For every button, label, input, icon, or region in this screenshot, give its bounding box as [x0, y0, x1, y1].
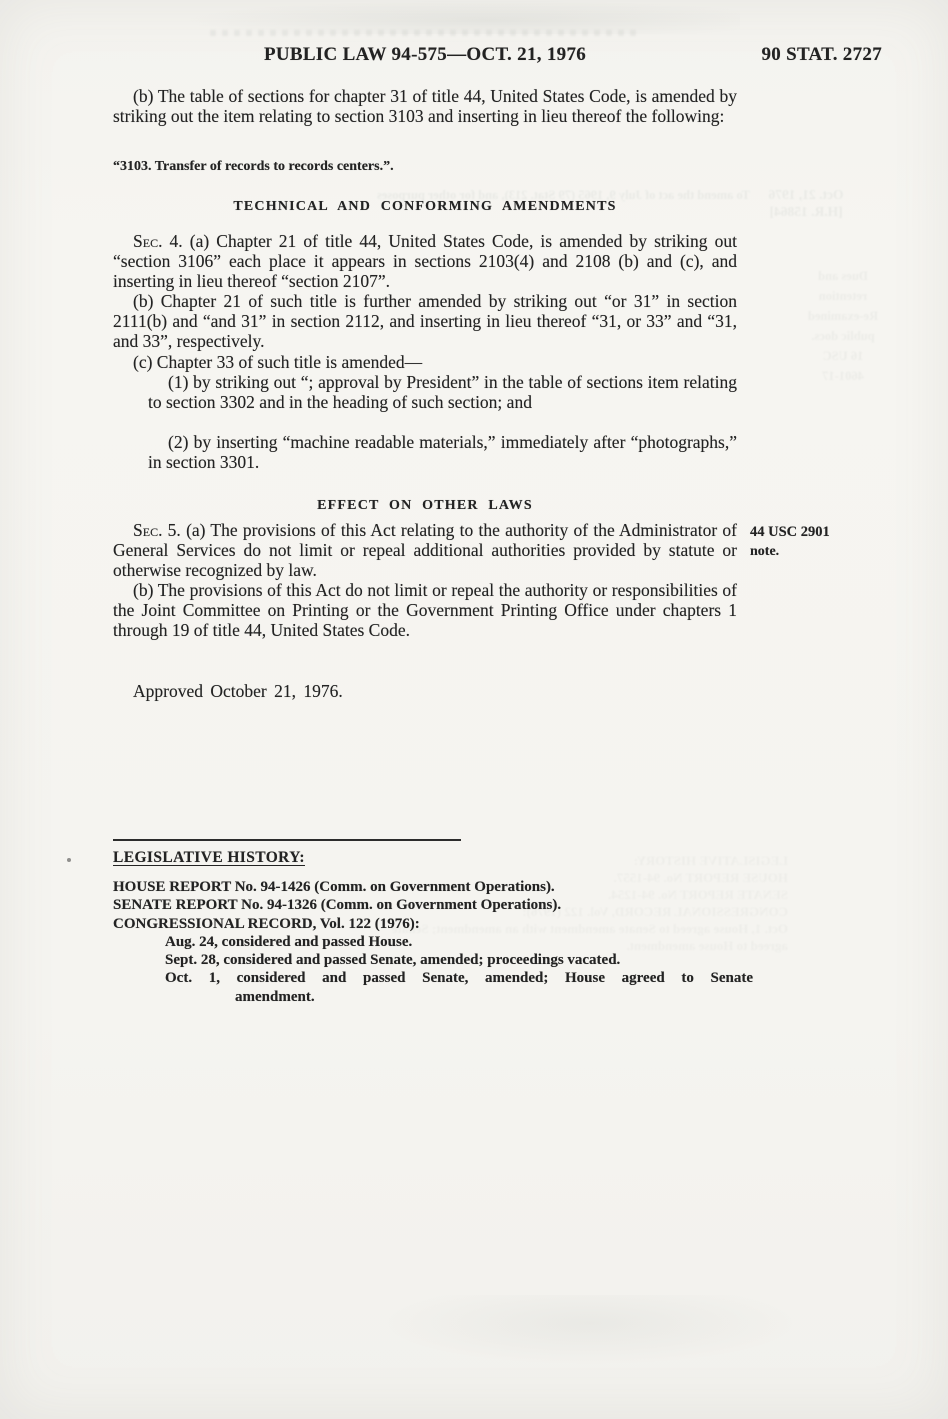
record-entry-aug: Aug. 24, considered and passed House.	[165, 933, 413, 950]
bleed-through-line: HOUSE REPORT No. 94-1557.	[613, 870, 788, 885]
record-entry-oct-line2: amendment.	[235, 988, 315, 1005]
bleed-through-line: Oct. 21, 1976	[768, 187, 844, 202]
legislative-history-block	[113, 878, 753, 1006]
paragraph-sec4b: (b) Chapter 21 of such title is further amended by striking out “or 31” in section 2111(b) and “and 31” in section 2112, and inserting in lieu thereof “31, or 33” and “31, and 33”, respectively.	[113, 291, 737, 352]
scan-smudge-top	[180, 0, 740, 34]
bleed-through-line: Re-examined	[807, 309, 879, 323]
legislative-history-heading: LEGISLATIVE HISTORY:	[113, 849, 305, 866]
paragraph-sec4c: (c) Chapter 33 of such title is amended—	[133, 352, 423, 372]
section-heading-effect: EFFECT ON OTHER LAWS	[317, 498, 533, 513]
bleed-through-line: Dues and	[818, 269, 868, 283]
congressional-record-line: CONGRESSIONAL RECORD, Vol. 122 (1976):	[113, 915, 420, 932]
paragraph-sec5a	[113, 520, 737, 581]
bleed-through-line: CONGRESSIONAL RECORD, Vol. 122 (1976):	[522, 904, 788, 919]
bleed-through-artifact	[726, 186, 886, 220]
margin-note-usc	[750, 523, 900, 561]
bleed-through-line: Oct. 1, House agreed to Senate amendment with an amendment; Senate agreed to House amendment.	[391, 921, 788, 953]
scan-smudge-topline	[210, 30, 640, 36]
bleed-through-line: retention	[818, 289, 868, 303]
statute-page-number: 90 STAT. 2727	[761, 44, 882, 65]
record-entry-oct	[113, 969, 753, 1006]
legislative-history-rule	[113, 839, 461, 841]
paragraph-sec4a	[113, 231, 737, 292]
bleed-through-line: LEGISLATIVE HISTORY:	[633, 853, 788, 868]
paragraph-sec3b: (b) The table of sections for chapter 31 of title 44, United States Code, is amended by striking out the item relating to section 3103 and inserting in lieu thereof the following:	[113, 86, 737, 127]
bleed-through-line: 4601-17	[822, 369, 864, 383]
approved-line: Approved October 21, 1976.	[133, 681, 343, 701]
bleed-through-artifact: To amend the act of July 9, 1965 (79 Stat. 213), and for other purposes	[376, 188, 750, 202]
scan-speck	[67, 858, 71, 862]
sec-label: Sec. 5.	[133, 520, 181, 540]
paragraph-sec4c1: (1) by striking out “; approval by President” in the table of sections item relating to section 3302 and in the heading of such section; and	[148, 372, 737, 413]
record-entry-sept: Sept. 28, considered and passed Senate, amended; proceedings vacated.	[165, 952, 621, 969]
paragraph-text: (a) The provisions of this Act relating to the authority of the Administrator of General Services do not limit or repeal additional authorities provided by statute or otherwise recognized by law.	[113, 520, 737, 581]
senate-report-line: SENATE REPORT No. 94-1326 (Comm. on Government Operations).	[113, 897, 562, 914]
sec-label: Sec. 4.	[133, 231, 183, 251]
section-heading-technical: TECHNICAL AND CONFORMING AMENDMENTS	[233, 199, 617, 214]
house-report-line: HOUSE REPORT No. 94-1426 (Comm. on Government Operations).	[113, 879, 555, 895]
bleed-through-artifact	[788, 266, 898, 386]
paragraph-sec4c2: (2) by inserting “machine readable materials,” immediately after “photographs,” in section 3301.	[148, 432, 737, 473]
margin-note-line: note.	[750, 544, 780, 559]
scan-smudge-bottom	[380, 1295, 800, 1365]
bleed-through-line: public docs.	[811, 329, 875, 343]
paragraph-sec5b: (b) The provisions of this Act do not limit or repeal the authority or responsibilities of the Joint Committee on Printing or the Government Printing Office under chapters 1 through 19 of title 44, United States Code.	[113, 580, 737, 641]
paragraph-text: (a) Chapter 21 of title 44, United States Code, is amended by striking out “section 3106” each place it appears in sections 2103(4) and 2108 (b) and (c), and inserting in lieu thereof “section 2107”.	[113, 231, 738, 292]
bleed-through-line: [H.R. 15864]	[769, 204, 843, 219]
margin-note-line: 44 USC 2901	[750, 524, 830, 540]
bleed-through-line: 16 USC	[822, 349, 864, 363]
record-entry-oct-line1: Oct. 1, considered and passed Senate, amended; House agreed to Senate	[165, 970, 753, 987]
page-header-title: PUBLIC LAW 94-575—OCT. 21, 1976	[263, 44, 587, 65]
bleed-through-line: SENATE REPORT No. 94-1254.	[607, 887, 788, 902]
quoted-section-line: “3103. Transfer of records to records centers.”.	[113, 159, 394, 174]
